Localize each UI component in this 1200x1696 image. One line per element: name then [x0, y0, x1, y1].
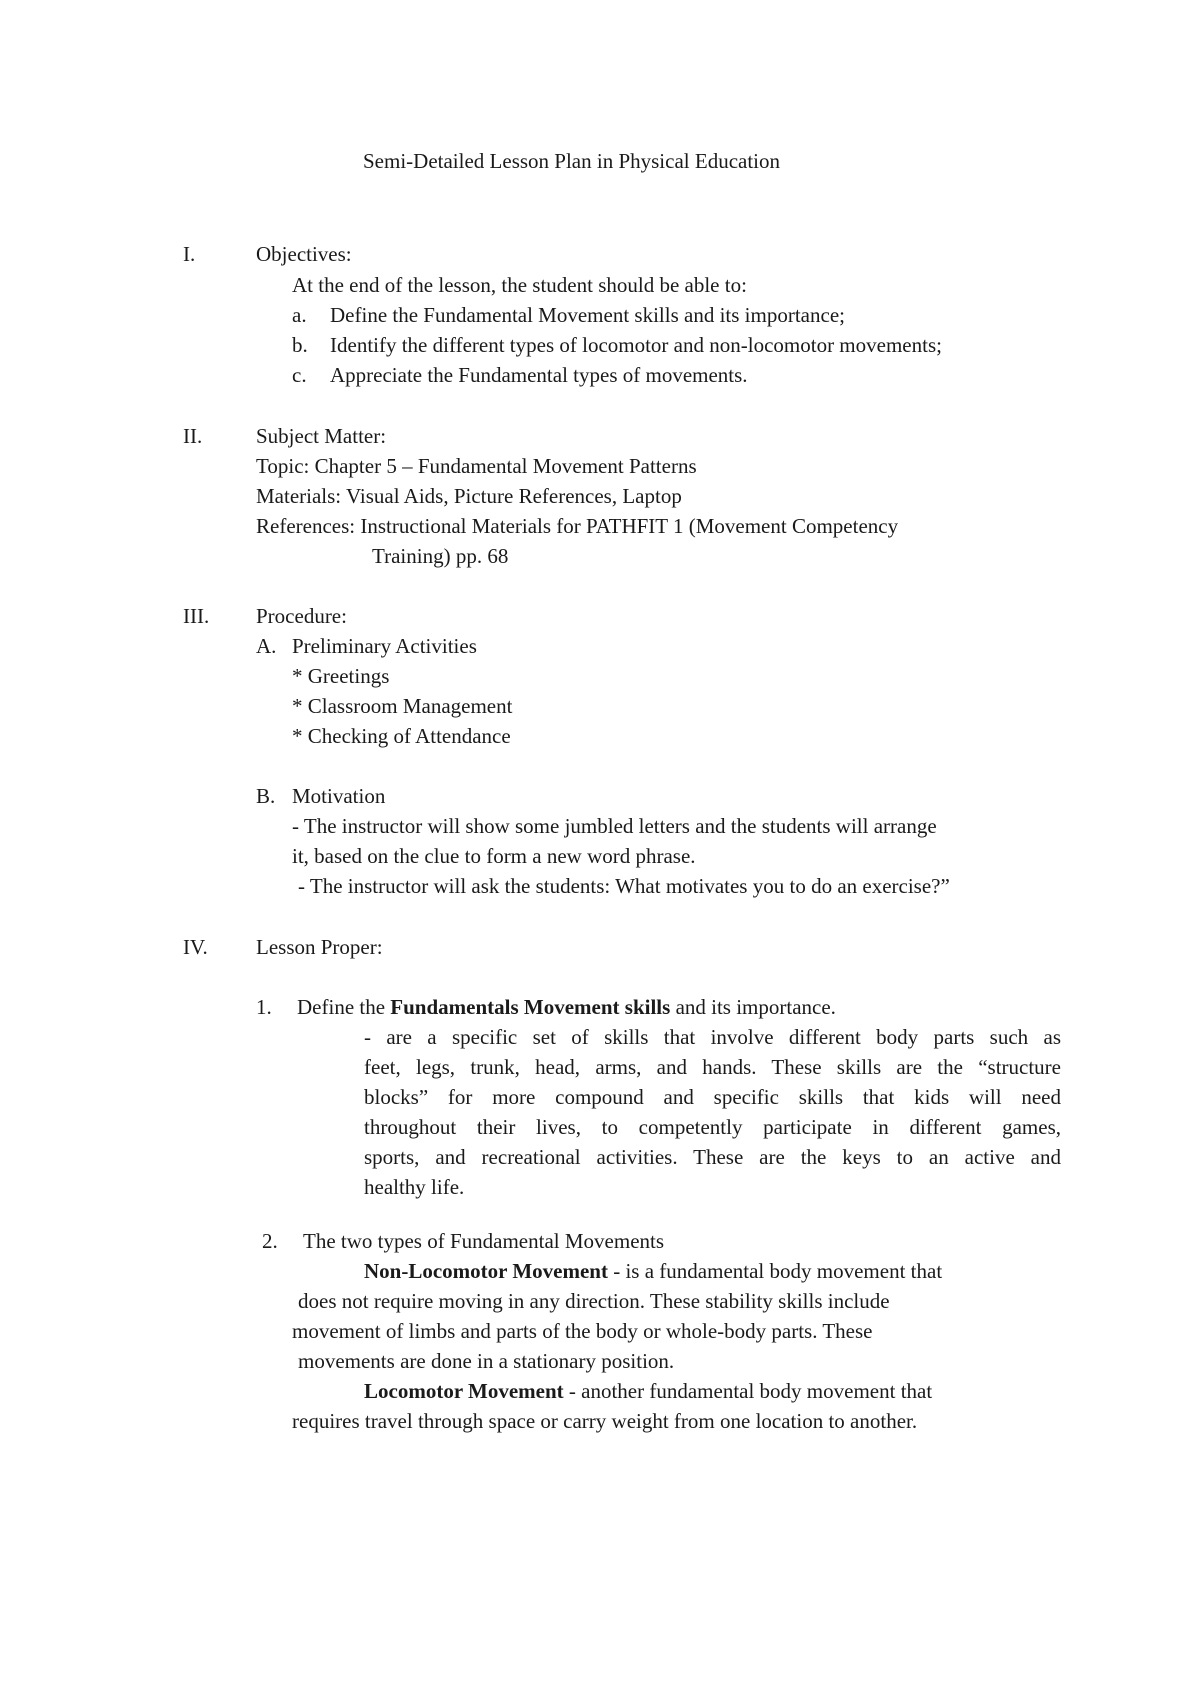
- objective-item: Appreciate the Fundamental types of movements.: [330, 363, 748, 387]
- lesson-item-heading-pre: Define the: [297, 995, 391, 1019]
- objective-marker: c.: [292, 363, 307, 387]
- section-heading-objectives: Objectives:: [256, 242, 352, 266]
- subject-references-continued: Training) pp. 68: [372, 544, 509, 568]
- objective-marker: b.: [292, 333, 308, 357]
- non-locomotor-line: movements are done in a stationary position.: [298, 1349, 675, 1373]
- objective-marker: a.: [292, 303, 307, 327]
- locomotor-def: - another fundamental body movement that: [563, 1379, 933, 1403]
- motivation-line: - The instructor will show some jumbled letters and the students will arrange: [292, 814, 937, 838]
- section-numeral-ii: II.: [183, 424, 203, 448]
- non-locomotor-def: - is a fundamental body movement that: [607, 1259, 943, 1283]
- motivation-line: it, based on the clue to form a new word phrase.: [292, 844, 696, 868]
- non-locomotor-line: does not require moving in any direction. These stability skills include: [298, 1289, 890, 1313]
- motivation-line: - The instructor will ask the students: What motivates you to do an exercise?”: [298, 874, 950, 898]
- lesson-item-heading-post: and its importance.: [670, 995, 836, 1019]
- section-heading-lesson-proper: Lesson Proper:: [256, 935, 383, 959]
- definition-line: feet, legs, trunk, head, arms, and hands. These skills are the “structure: [364, 1055, 1061, 1079]
- non-locomotor-definition: [364, 1256, 942, 1286]
- definition-line: - are a specific set of skills that involve different body parts such as: [364, 1025, 1061, 1049]
- locomotor-line: requires travel through space or carry weight from one location to another.: [292, 1409, 918, 1433]
- lesson-item-marker: 2.: [262, 1229, 278, 1253]
- definition-line: blocks” for more compound and specific skills that kids will need: [364, 1085, 1061, 1109]
- section-numeral-iii: III.: [183, 604, 210, 628]
- definition-line: sports, and recreational activities. These are the keys to an active and: [364, 1145, 1061, 1169]
- subsection-title-preliminary: Preliminary Activities: [292, 634, 477, 658]
- section-numeral-iv: IV.: [183, 935, 208, 959]
- preliminary-item: * Checking of Attendance: [292, 724, 511, 748]
- definition-line: throughout their lives, to competently participate in different games,: [364, 1115, 1061, 1139]
- page-title: Semi-Detailed Lesson Plan in Physical Education: [363, 149, 781, 173]
- definition-line: healthy life.: [364, 1175, 465, 1199]
- locomotor-definition: [364, 1376, 932, 1406]
- section-numeral-i: I.: [183, 242, 196, 266]
- section-heading-subject-matter: Subject Matter:: [256, 424, 387, 448]
- lesson-item-heading: The two types of Fundamental Movements: [303, 1229, 665, 1253]
- preliminary-item: * Greetings: [292, 664, 390, 688]
- lesson-item-heading: [297, 992, 836, 1022]
- preliminary-item: * Classroom Management: [292, 694, 513, 718]
- subject-topic: Topic: Chapter 5 – Fundamental Movement Patterns: [256, 454, 697, 478]
- locomotor-term: Locomotor Movement: [364, 1379, 564, 1403]
- lesson-item-heading-bold: Fundamentals Movement skills: [390, 995, 671, 1019]
- objectives-intro: At the end of the lesson, the student should be able to:: [292, 273, 747, 297]
- section-heading-procedure: Procedure:: [256, 604, 347, 628]
- subsection-marker-a: A.: [256, 634, 277, 658]
- subject-materials: Materials: Visual Aids, Picture References, Laptop: [256, 484, 682, 508]
- subsection-marker-b: B.: [256, 784, 276, 808]
- objective-item: Identify the different types of locomotor and non-locomotor movements;: [330, 333, 942, 357]
- subsection-title-motivation: Motivation: [292, 784, 386, 808]
- non-locomotor-term: Non-Locomotor Movement: [364, 1259, 608, 1283]
- non-locomotor-line: movement of limbs and parts of the body or whole-body parts. These: [292, 1319, 873, 1343]
- objective-item: Define the Fundamental Movement skills and its importance;: [330, 303, 845, 327]
- subject-references: References: Instructional Materials for PATHFIT 1 (Movement Competency: [256, 514, 899, 538]
- lesson-item-marker: 1.: [256, 995, 272, 1019]
